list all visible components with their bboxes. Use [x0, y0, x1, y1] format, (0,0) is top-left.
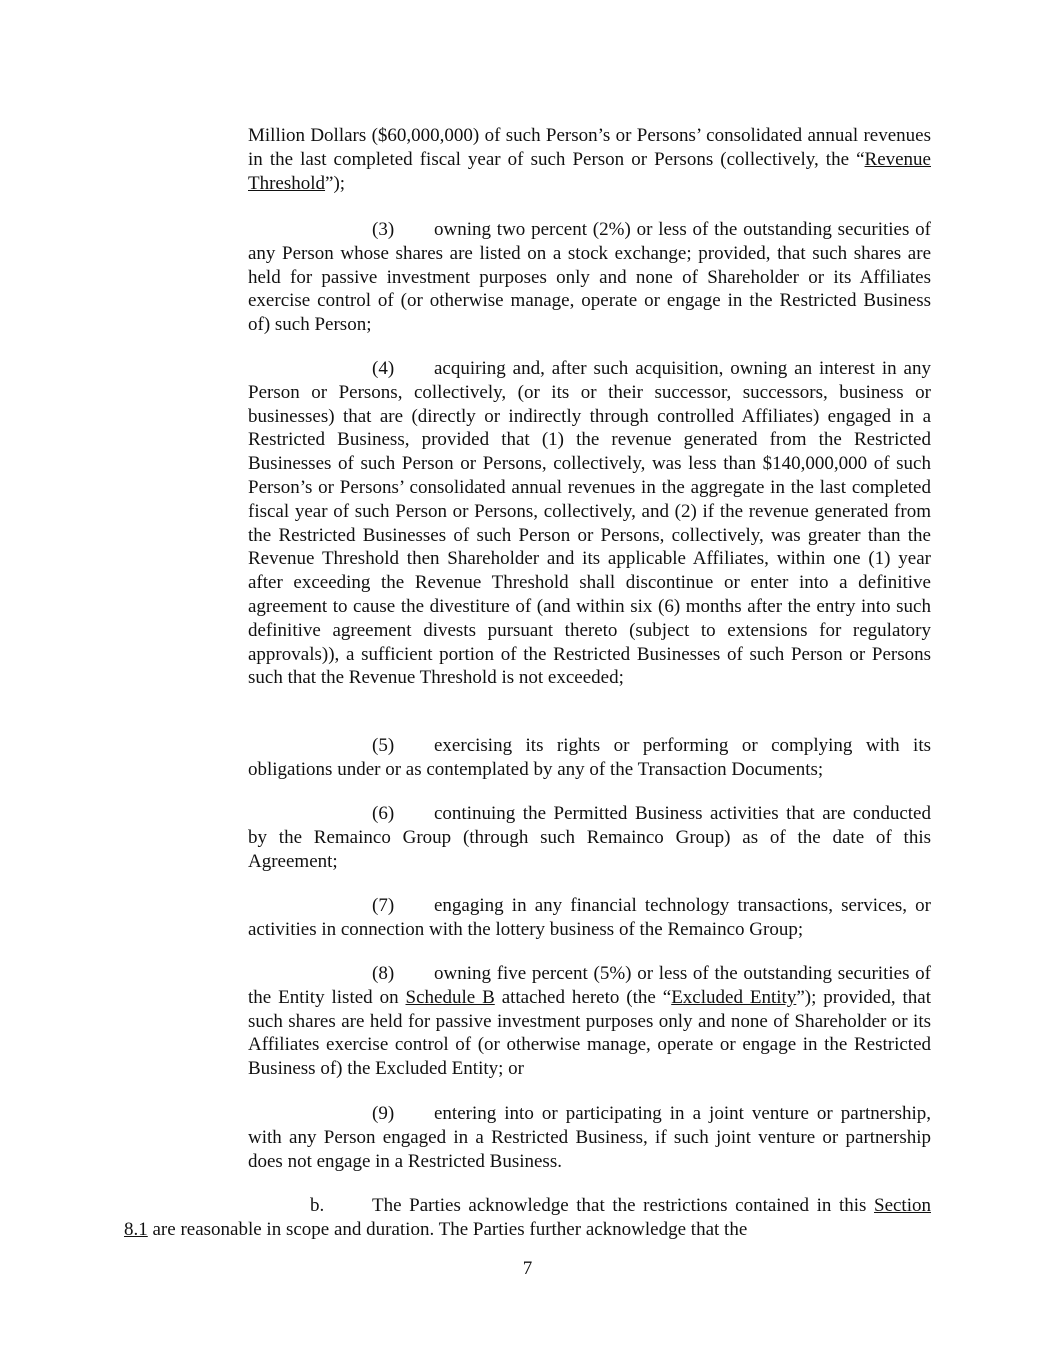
- clause-8: [248, 962, 931, 1081]
- clause-6: [248, 802, 931, 873]
- clause-number: (7): [372, 895, 395, 916]
- section-8-1-reference: Section 8.1: [124, 1195, 931, 1240]
- clause-number: (3): [372, 219, 395, 240]
- clause-text-3: ”); provided, that such shares are held for passive investment purposes only and none of Shareholder or its Affiliates exercise control of (or otherwise manage, operate or engage in the Restricted Business of) the Excluded Entity; or: [248, 986, 931, 1080]
- clause-number: (6): [372, 803, 395, 824]
- page-number: 7: [522, 1258, 533, 1279]
- schedule-b-reference: Schedule B: [405, 986, 495, 1008]
- clause-4: [248, 357, 931, 690]
- clause-7: [248, 894, 931, 942]
- subsection-letter: b.: [310, 1195, 325, 1216]
- clause-text-2: attached hereto (the “: [494, 986, 672, 1008]
- clause-number: (4): [372, 358, 395, 379]
- clause-text: acquiring and, after such acquisition, owning an interest in any Person or Persons, collectively, (or its or their successor, successors, business or businesses) that are (directly or indirectly through controlled Affiliates) engaged in a Restricted Business, provided that (1) the revenue generated from the Restricted Businesses of such Person or Persons, collectively, was less than $140,000,000 of such Person’s or Persons’ consolidated annual revenues in the aggregate in the last completed fiscal year of such Person or Persons, collectively, and (2) if the revenue generated from the Restricted Businesses of such Person or Persons, collectively, was greater than the Revenue Threshold then Shareholder and its applicable Affiliates, within one (1) year after exceeding the Revenue Threshold shall discontinue or enter into a definitive agreement to cause the divestiture of (and within six (6) months after the entry into such definitive agreement divests pursuant thereto (subject to extensions for regulatory approvals)), a sufficient portion of the Restricted Businesses of such Person or Persons such that the Revenue Threshold is not exceeded;: [248, 358, 931, 689]
- clause-text: owning two percent (2%) or less of the outstanding securities of any Person whose shares are listed on a stock exchange; provided, that such shares are held for passive investment purposes only and none of Shareholder or its Affiliates exercise control of (or otherwise manage, operate or engage in the Restricted Business of) such Person;: [248, 219, 931, 336]
- intro-paragraph: [248, 124, 931, 195]
- subsection-text: The Parties acknowledge that the restrictions contained in this: [372, 1195, 874, 1216]
- excluded-entity-term: Excluded Entity: [671, 986, 797, 1008]
- clause-text: continuing the Permitted Business activities that are conducted by the Remainco Group (through such Remainco Group) as of the date of this Agreement;: [248, 803, 931, 872]
- clause-number: (5): [372, 735, 395, 756]
- intro-text-end: ”);: [325, 172, 346, 194]
- clause-text: entering into or participating in a joint venture or partnership, with any Person engaged in a Restricted Business, if such joint venture or partnership does not engage in a Restricted Business.: [248, 1103, 931, 1172]
- clause-5: [248, 734, 931, 782]
- intro-text: Million Dollars ($60,000,000) of such Person’s or Persons’ consolidated annual revenues in the last completed fiscal year of such Person or Persons (collectively, the “: [248, 125, 931, 170]
- subsection-text-2: are reasonable in scope and duration. The Parties further acknowledge that the: [147, 1218, 748, 1240]
- clause-text: engaging in any financial technology transactions, services, or activities in connection with the lottery business of the Remainco Group;: [248, 895, 931, 940]
- clause-9: [248, 1102, 931, 1173]
- revenue-threshold-term: Revenue Threshold: [248, 148, 931, 194]
- clause-number: (9): [372, 1103, 395, 1124]
- clause-3: [248, 218, 931, 337]
- clause-text: exercising its rights or performing or complying with its obligations under or as contemplated by any of the Transaction Documents;: [248, 735, 931, 780]
- subsection-b: [124, 1194, 931, 1242]
- clause-text: owning five percent (5%) or less of the outstanding securities of the Entity listed on: [248, 963, 931, 1008]
- clause-number: (8): [372, 963, 395, 984]
